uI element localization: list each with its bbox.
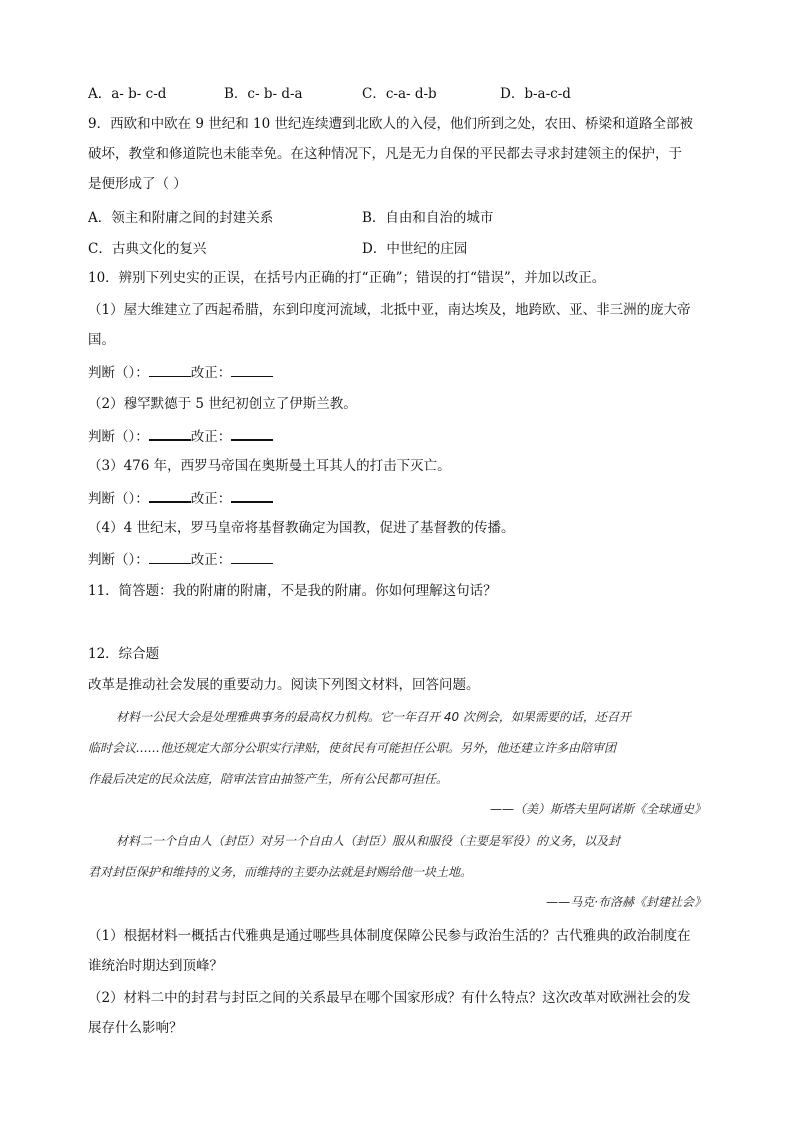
q12-title: 12．综合题	[88, 646, 160, 662]
q10-item1-line1: （1）屋大维建立了西起希腊，东到印度河流域，北抵中亚，南达埃及，地跨欧、亚、非三洲的庞大帝	[88, 302, 691, 318]
correct-blank[interactable]	[231, 425, 273, 441]
correct-blank[interactable]	[231, 549, 273, 564]
q9-stem-line1: 9．西欧和中欧在 9 世纪和 10 世纪连续遭到北欧人的入侵，他们所到之处，农田、桥梁和道路全部被	[88, 116, 694, 132]
q8-option-d: D．b-a-c-d	[500, 86, 571, 102]
q9-option-c: C．古典文化的复兴	[88, 241, 207, 257]
judge-blank[interactable]	[149, 487, 191, 503]
q8-option-b: B．c- b- d-a	[224, 86, 303, 102]
judge-blank[interactable]	[149, 549, 191, 564]
material1-source: ——（美）斯塔夫里阿诺斯《全球通史》	[489, 802, 706, 816]
material2-line2: 君对封臣保护和维持的义务，而维持的主要办法就是封赐给他一块土地。	[88, 865, 473, 879]
material1-line2: 临时会议……他还规定大部分公职实行津贴，使贫民有可能担任公职。另外，他还建立许多由陪审团	[88, 741, 617, 755]
q10-item3-answer	[88, 487, 273, 509]
correct-label: 改正：	[190, 491, 232, 507]
correct-label: 改正：	[190, 429, 232, 445]
material1-line1: 材料一公民大会是处理雅典事务的最高权力机构。它一年召开 40 次例会，如果需要的话，还召开	[116, 710, 631, 724]
q10-item2-line1: （2）穆罕默德于 5 世纪初创立了伊斯兰教。	[88, 396, 357, 412]
q12-intro: 改革是推动社会发展的重要动力。阅读下列图文材料，回答问题。	[88, 677, 480, 693]
q12-sub2-line2: 展存什么影响？	[88, 1020, 183, 1036]
judge-label: 判断（）：	[88, 552, 149, 568]
material2-source: ——马克·布洛赫《封建社会》	[546, 895, 706, 909]
judge-blank[interactable]	[149, 362, 191, 377]
q12-sub2-line1: （2）材料二中的封君与封臣之间的关系最早在哪个国家形成？有什么特点？这次改革对欧洲社会的发	[88, 990, 691, 1006]
correct-blank[interactable]	[231, 487, 273, 503]
material2-line1: 材料二一个自由人（封臣）对另一个自由人（封臣）服从和服役（主要是军役）的义务，以及封	[116, 834, 621, 848]
q10-item1-line2: 国。	[88, 332, 115, 348]
judge-label: 判断（）：	[88, 429, 149, 445]
q10-stem: 10．辨别下列史实的正误，在括号内正确的打“正确”；错误的打“错误”，并加以改正。	[88, 270, 606, 286]
q9-option-b: B．自由和自治的城市	[362, 210, 494, 226]
q9-options-row2	[88, 237, 608, 257]
correct-blank[interactable]	[231, 362, 273, 377]
correct-label: 改正：	[190, 552, 232, 568]
q9-stem-line3: 是便形成了（ ）	[88, 176, 187, 192]
q11-stem: 11．简答题：我的附庸的附庸，不是我的附庸。你如何理解这句话？	[88, 583, 497, 599]
q10-item1-answer	[88, 362, 273, 383]
q12-sub1-line1: （1）根据材料一概括古代雅典是通过哪些具体制度保障公民参与政治生活的？古代雅典的政治制度在	[88, 928, 691, 944]
q10-item4-line1: （4）4 世纪末，罗马皇帝将基督教确定为国教，促进了基督教的传播。	[88, 520, 515, 536]
q12-sub1-line2: 谁统治时期达到顶峰？	[88, 958, 223, 974]
q9-stem-line2: 破坏，教堂和修道院也未能幸免。在这种情况下，凡是无力自保的平民都去寻求封建领主的保护，于	[88, 146, 682, 162]
q8-option-c: C．c-a- d-b	[362, 86, 437, 102]
q9-option-a: A．领主和附庸之间的封建关系	[88, 210, 274, 226]
q9-options-row1	[88, 206, 608, 226]
q8-options	[88, 82, 688, 102]
judge-label: 判断（）：	[88, 365, 149, 381]
q9-option-d: D．中世纪的庄园	[362, 241, 468, 257]
q10-item2-answer	[88, 425, 273, 447]
material1-line3: 作最后决定的民众法庭，陪审法官由抽签产生，所有公民都可担任。	[88, 772, 449, 786]
q10-item3-line1: （3）476 年，西罗马帝国在奥斯曼土耳其人的打击下灭亡。	[88, 458, 451, 474]
correct-label: 改正：	[190, 365, 232, 381]
q10-item4-answer	[88, 549, 273, 570]
judge-blank[interactable]	[149, 425, 191, 441]
q8-option-a: A．a- b- c-d	[88, 86, 167, 102]
judge-label: 判断（）：	[88, 491, 149, 507]
